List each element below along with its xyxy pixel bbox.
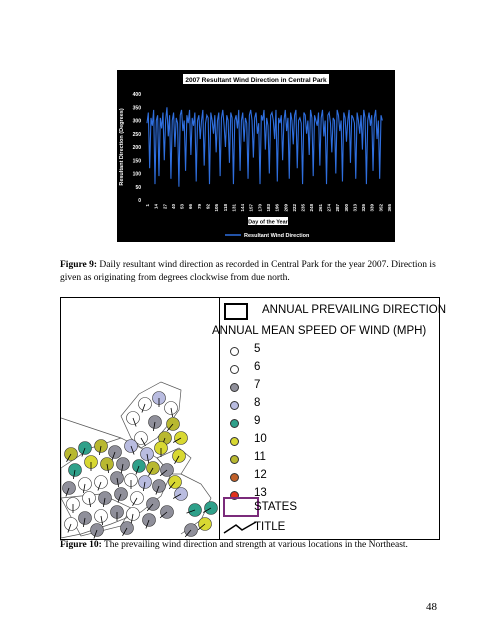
legend-item-label: 7 (254, 379, 261, 391)
x-tick-label: 326 (361, 204, 367, 212)
legend-item-label: 13 (254, 487, 267, 499)
northeast-map (61, 298, 220, 539)
y-tick-label: 0 (138, 198, 141, 204)
x-tick-label: 66 (188, 204, 194, 210)
speed-dot-icon (230, 365, 239, 374)
figure-10-text: The prevailing wind direction and strength at various locations in the Northeast. (104, 540, 408, 550)
x-tick-label: 27 (162, 204, 168, 210)
legend-item (220, 380, 420, 396)
x-tick-label: 235 (300, 204, 306, 212)
x-tick-label: 92 (205, 204, 211, 210)
legend-item (220, 362, 420, 378)
prevailing-direction-swatch (224, 303, 248, 320)
x-tick-label: 170 (257, 204, 263, 212)
x-tick-label: 274 (326, 204, 332, 212)
speed-dot-icon (230, 419, 239, 428)
figure-9-text: Daily resultant wind direction as recorded in Central Park for the year 2007. Direction is given as originating from degrees clockwise from due north. (60, 260, 436, 283)
x-tick-label: 352 (378, 204, 384, 212)
x-tick-label: 209 (283, 204, 289, 212)
x-tick-label: 157 (248, 204, 254, 212)
speed-dot-icon (230, 437, 239, 446)
x-tick-label: 183 (266, 204, 271, 212)
x-tick-label: 365 (387, 204, 392, 212)
y-axis-label: Resultant Direction (Degrees) (119, 108, 125, 186)
x-tick-label: 118 (222, 204, 228, 212)
wind-direction-chart (117, 70, 395, 242)
figure-10-label: Figure 10: (60, 540, 102, 550)
legend-item-label: 8 (254, 397, 261, 409)
speed-dot-icon (230, 473, 239, 482)
x-axis-label: Day of the Year (248, 219, 288, 226)
x-tick-label: 287 (335, 204, 341, 212)
wind-map-figure (60, 297, 447, 540)
figure-10-caption (60, 539, 440, 552)
page-number: 48 (426, 601, 437, 613)
x-tick-label: 300 (343, 204, 349, 212)
y-tick-label: 50 (135, 184, 141, 191)
y-tick-label: 200 (132, 145, 141, 151)
y-tick-label: 350 (132, 105, 141, 112)
legend-item-label: 12 (254, 469, 267, 481)
states-label: STATES (254, 501, 298, 513)
legend-item (220, 344, 420, 360)
chart-title: 2007 Resultant Wind Direction in Central Park (185, 77, 327, 84)
x-tick-label: 79 (196, 204, 202, 210)
x-tick-label: 261 (317, 204, 323, 212)
legend-item (220, 398, 420, 414)
legend-item (220, 470, 420, 486)
legend-item (220, 434, 420, 450)
legend-item-label: 11 (254, 451, 266, 463)
title-label: TITLE (254, 521, 286, 533)
mean-speed-label: ANNUAL MEAN SPEED OF WIND (MPH) (212, 325, 427, 337)
x-tick-label: 339 (369, 204, 375, 212)
speed-dot-icon (230, 401, 239, 410)
x-tick-label: 1 (145, 204, 150, 207)
chart-canvas (117, 70, 395, 242)
y-tick-label: 100 (132, 171, 141, 178)
x-tick-label: 53 (179, 204, 185, 210)
legend-item (220, 416, 420, 432)
x-tick-label: 105 (214, 204, 220, 212)
y-tick-label: 400 (132, 92, 141, 98)
y-tick-label: 300 (132, 118, 141, 125)
legend-item-label: 10 (254, 433, 267, 445)
x-tick-label: 222 (291, 204, 297, 212)
x-tick-label: 313 (352, 204, 358, 212)
y-tick-label: 250 (132, 131, 141, 138)
x-tick-label: 196 (274, 204, 280, 212)
map-canvas (61, 298, 219, 539)
legend-item (220, 452, 420, 468)
speed-dot-icon (230, 455, 239, 464)
x-tick-label: 40 (170, 204, 176, 210)
speed-dot-icon (230, 347, 239, 356)
map-legend (212, 298, 447, 539)
x-tick-label: 248 (309, 204, 315, 212)
figure-9-label: Figure 9: (60, 260, 98, 270)
legend-item-label: 5 (254, 343, 261, 355)
legend-item-label: 6 (254, 361, 261, 373)
state-outline (61, 418, 121, 438)
legend-item-label: 9 (254, 415, 261, 427)
x-tick-label: 131 (231, 204, 237, 212)
series-line-resultant-wind-direction (147, 107, 382, 187)
figure-9-caption (60, 259, 440, 285)
x-tick-label: 14 (153, 204, 159, 210)
y-tick-label: 150 (132, 158, 141, 165)
x-tick-label: 144 (240, 204, 246, 212)
legend-label: Resultant Wind Direction (244, 233, 310, 239)
speed-dot-icon (230, 383, 239, 392)
prevailing-direction-label: ANNUAL PREVAILING DIRECTION (262, 304, 447, 316)
